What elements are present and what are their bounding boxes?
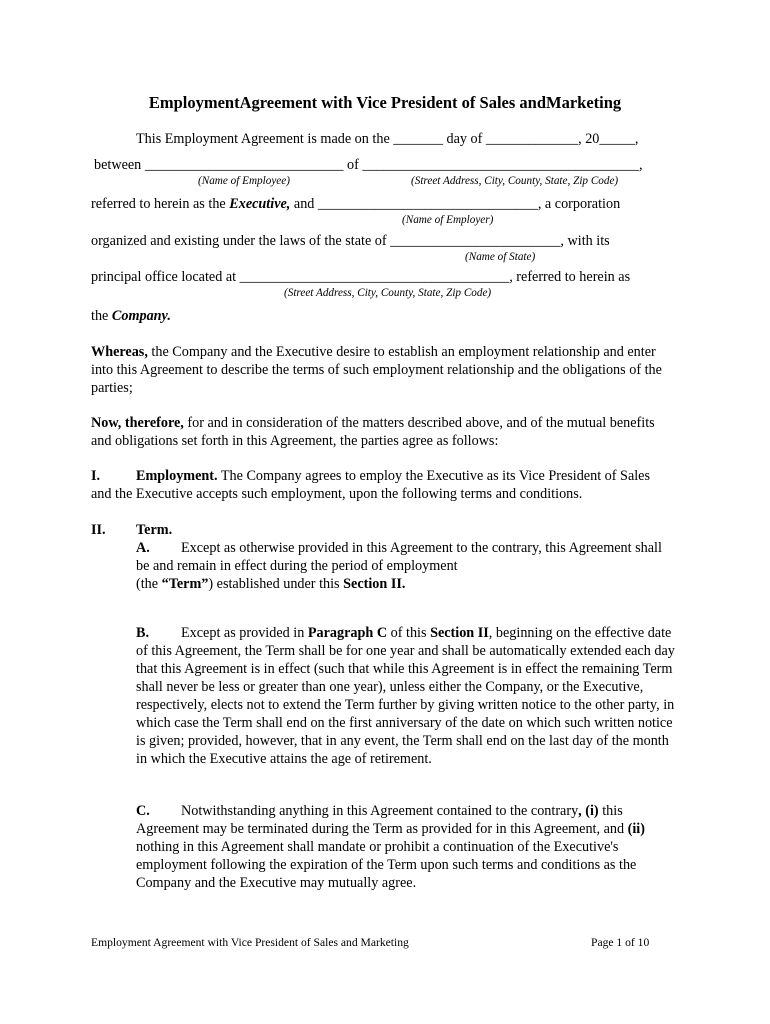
paragraph-c: C. Notwithstanding anything in this Agreement contained to the contrary, (i) this Agreement may be terminated during the Term as provided for in this Agreement, and (ii) nothing in this Agreement shall mandate or prohibit a continuation of the Executive's employment following the expiration of the Term upon such terms and conditions as the Company and the Executive may mutually agree. bbox=[136, 803, 645, 891]
section-number: I. bbox=[91, 468, 101, 484]
section-heading: Term. bbox=[136, 522, 173, 538]
intro-line-executive: referred to herein as the Executive, and _______________________________, a corporation bbox=[91, 196, 621, 212]
section-term-heading bbox=[91, 521, 172, 539]
caption-name-of-state: (Name of State) bbox=[465, 251, 536, 263]
paragraph-label: C. bbox=[136, 803, 150, 819]
term-executive: Executive, bbox=[229, 196, 291, 212]
caption-street-address: (Street Address, City, County, State, Zip Code) bbox=[411, 175, 619, 187]
term-company: Company. bbox=[111, 308, 171, 324]
paragraph-label: A. bbox=[136, 540, 150, 556]
document-title: EmploymentAgreement with Vice President of Sales andMarketing bbox=[148, 93, 622, 112]
caption-name-of-employer: (Name of Employer) bbox=[402, 214, 494, 226]
whereas-paragraph: Whereas, the Company and the Executive desire to establish an employment relationship and enter into this Agreement to describe the terms of such employment relationship and the obligations of the parties; bbox=[91, 344, 662, 396]
page-number: Page 1 of 10 bbox=[591, 936, 650, 949]
intro-line-date: This Employment Agreement is made on the _______ day of _____________, 20_____, bbox=[136, 131, 639, 147]
intro-line-office: principal office located at ______________________________________, referred to herein as bbox=[91, 269, 631, 285]
section-heading: Employment. bbox=[136, 468, 218, 484]
section-number: II. bbox=[91, 522, 106, 538]
intro-line-company: the Company. bbox=[91, 308, 171, 324]
paragraph-a: A. Except as otherwise provided in this Agreement to the contrary, this Agreement shall be and remain in effect during the period of employment (the “Term”) established under this Section II. bbox=[136, 540, 662, 592]
section-employment: I. Employment. The Company agrees to employ the Executive as its Vice President of Sales and the Executive accepts such employment, upon the following terms and conditions. bbox=[91, 468, 650, 502]
footer-title: Employment Agreement with Vice President of Sales and Marketing bbox=[91, 936, 409, 949]
now-therefore-paragraph: Now, therefore, for and in consideration of the matters described above, and of the mutual benefits and obligations set forth in this Agreement, the parties agree as follows: bbox=[91, 415, 655, 449]
paragraph-label: B. bbox=[136, 625, 150, 641]
intro-line-state: organized and existing under the laws of the state of ________________________, with its bbox=[91, 233, 610, 249]
paragraph-b: B. Except as provided in Paragraph C of this Section II, beginning on the effective date of this Agreement, the Term shall be for one year and shall be automatically extended each day that this Agreement is in effect (such that while this Agreement is in effect the remaining Term shall never be less or greater than one year), unless either the Company, or the Executive, respectively, elects not to extend the Term further by giving written notice to the other party, in which case the Term shall end on the first anniversary of the date on which such written notice is given; provided, however, that in any event, the Term shall end on the last day of the month in which the Executive attains the age of retirement. bbox=[136, 625, 675, 767]
caption-name-of-employee: (Name of Employee) bbox=[198, 175, 290, 187]
intro-line-between: between ____________________________ of _______________________________________, bbox=[94, 157, 643, 173]
caption-street-address-office: (Street Address, City, County, State, Zip Code) bbox=[284, 287, 492, 299]
